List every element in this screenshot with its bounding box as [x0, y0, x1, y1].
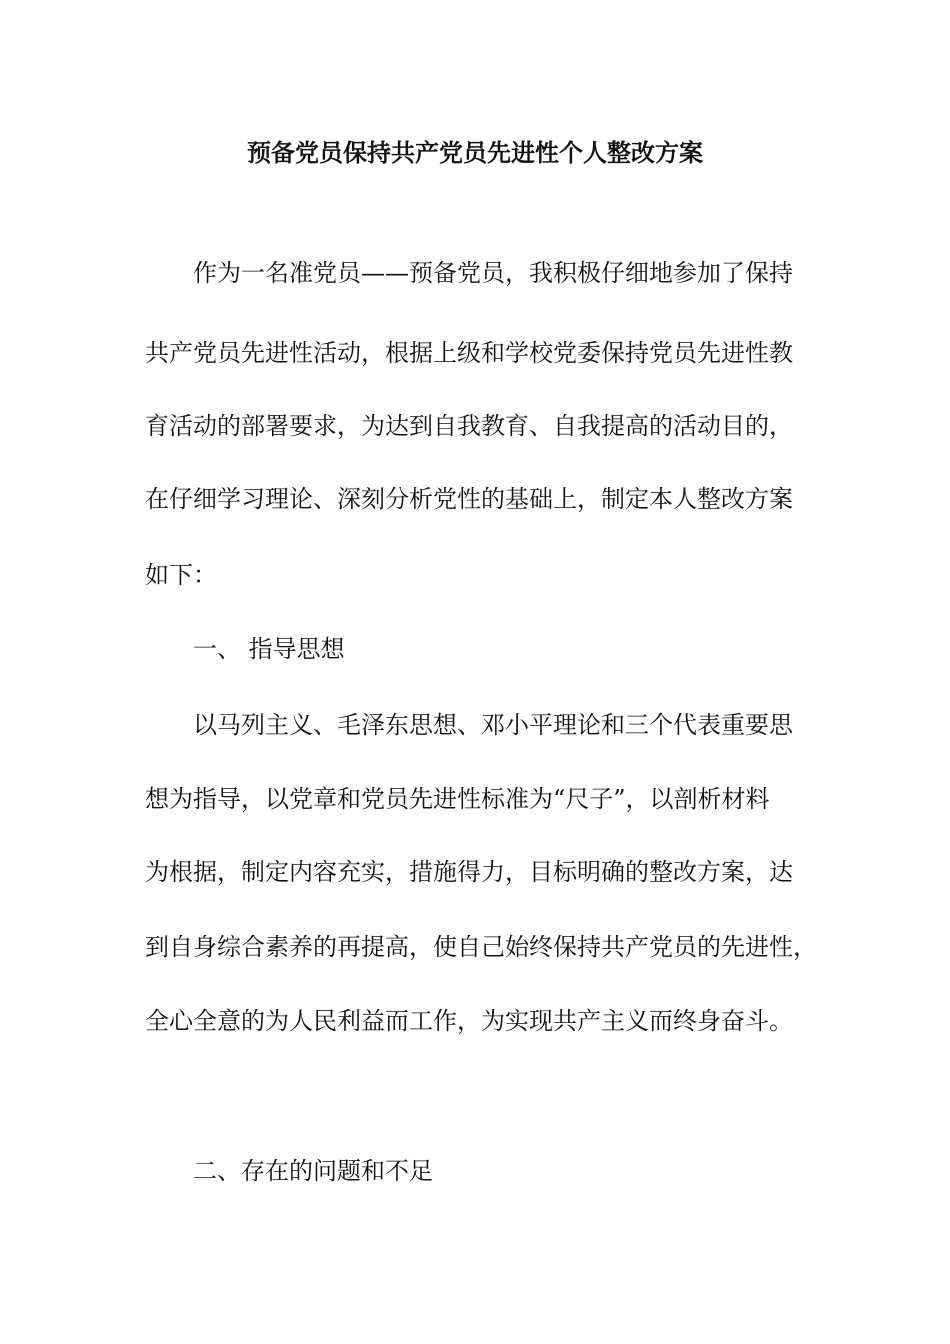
paragraph-line: 如下：	[145, 561, 217, 589]
section-heading-guiding-ideology: 一、 指导思想	[193, 635, 345, 663]
paragraph-line: 作为一名准党员——预备党员，我积极仔细地参加了保持	[193, 259, 793, 287]
section-heading-problems: 二、存在的问题和不足	[193, 1157, 433, 1185]
paragraph-line: 全心全意的为人民利益而工作，为实现共产主义而终身奋斗。	[145, 1007, 793, 1035]
paragraph-line: 育活动的部署要求，为达到自我教育、自我提高的活动目的，	[145, 412, 793, 440]
paragraph-line: 想为指导，以党章和党员先进性标准为“尺子”，以剖析材料	[145, 785, 770, 813]
paragraph-line: 到自身综合素养的再提高，使自己始终保持共产党员的先进性，	[145, 933, 817, 961]
paragraph-line: 以马列主义、毛泽东思想、邓小平理论和三个代表重要思	[193, 711, 793, 739]
paragraph-line: 在仔细学习理论、深刻分析党性的基础上，制定本人整改方案	[145, 485, 793, 513]
paragraph-line: 为根据，制定内容充实，措施得力，目标明确的整改方案，达	[145, 858, 793, 886]
document-title: 预备党员保持共产党员先进性个人整改方案	[247, 138, 703, 167]
paragraph-line: 共产党员先进性活动，根据上级和学校党委保持党员先进性教	[145, 339, 793, 367]
